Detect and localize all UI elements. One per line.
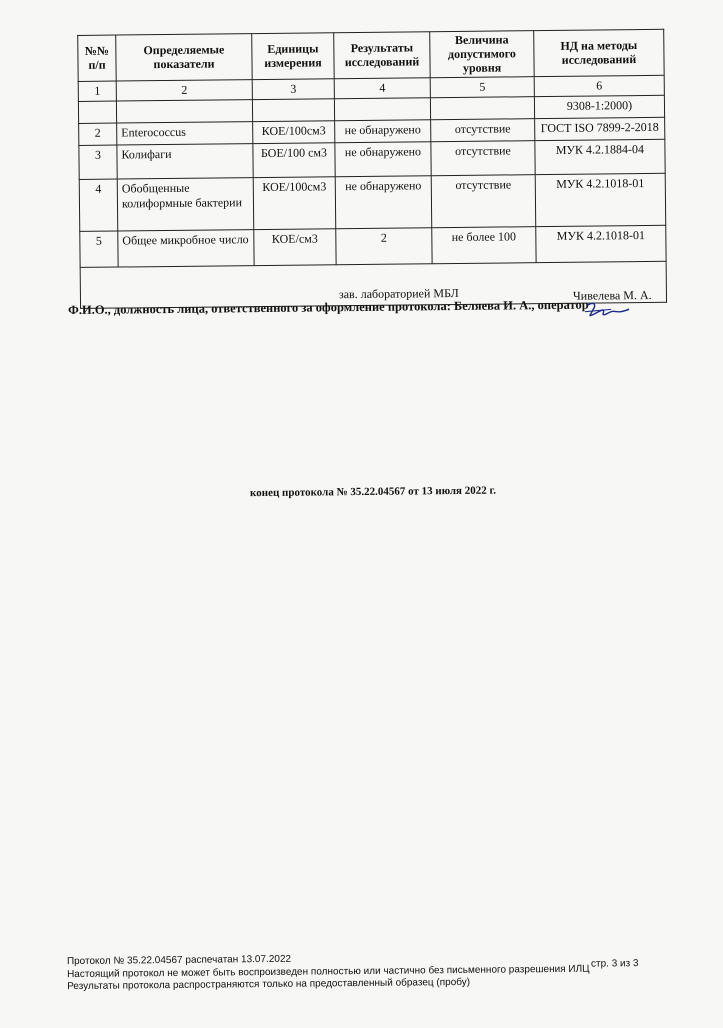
column-number: 6 [534,76,664,97]
row-number: 5 [80,231,118,267]
column-number: 5 [430,77,534,98]
limit-cell: отсутствие [431,141,535,176]
footer [67,951,590,994]
indicator-cell: Общее микробное число [118,230,254,267]
result-cell: 2 [336,228,432,265]
limit-cell: отсутствие [431,119,535,142]
column-number: 3 [252,79,334,100]
result-cell: не обнаружено [335,142,431,177]
method-cell: ГОСТ ISO 7899-2-2018 [535,118,665,141]
protocol-end-text: конец протокола № 35.22.04567 от 13 июля 2022 г. [249,484,497,500]
indicator-cell: Колифаги [117,144,253,179]
limit-cell: не более 100 [432,227,536,264]
signature-icon [583,299,631,322]
table-cell [430,97,534,120]
column-number: 1 [78,81,116,101]
responsible-value: Беляева И. А., оператор [453,297,589,314]
result-cell: не обнаружено [335,176,432,229]
row-number: 2 [79,123,117,145]
column-number: 4 [334,78,430,99]
signer-name: Чивелева М. А. [572,288,652,304]
unit-cell: БОЕ/100 см3 [253,143,335,178]
method-cell: МУК 4.2.1018-01 [536,226,666,263]
table-cell: 9308-1:2000) [534,96,664,119]
unit-cell: КОЕ/см3 [254,229,336,266]
result-cell: не обнаружено [335,120,431,143]
table-row [79,174,666,232]
limit-cell: отсутствие [431,175,536,228]
row-number: 3 [79,145,117,179]
unit-cell: КОЕ/100см3 [253,177,336,230]
header-cell: НД на методы исследований [534,29,664,77]
indicator-cell: Обобщенные колиформные бактерии [117,178,254,231]
signer-position: зав. лабораторией МБЛ [338,286,459,302]
header-cell: №№ п/п [78,35,116,82]
unit-cell: КОЕ/100см3 [253,121,335,144]
indicator-cell: Enterococcus [117,122,253,145]
method-cell: МУК 4.2.1018-01 [535,174,666,227]
row-number: 4 [79,179,118,231]
header-cell: Величина допустимого уровня [430,31,534,78]
table-cell [78,101,116,123]
page-number: стр. 3 из 3 [590,958,639,970]
header-cell: Единицы измерения [252,33,334,80]
column-number: 2 [116,80,252,101]
table-row [80,226,666,268]
responsible-label: Ф.И.О., должность лица, ответственного за оформление протокола: [68,299,451,318]
table-cell [334,98,430,121]
footer-line: Протокол № 35.22.04567 распечатан 13.07.2022 [66,953,292,968]
table-cell [252,99,334,122]
header-cell: Результаты исследований [334,32,430,79]
footer-line: Настоящий протокол не может быть воспроизведен полностью или частично без письменного разрешения ИЛЦ [66,963,590,980]
footer-line: Результаты протокола распространяются только на предоставленный образец (пробу) [67,976,471,993]
header-cell: Определяемые показатели [116,34,252,82]
method-cell: МУК 4.2.1884-04 [535,140,665,175]
table-cell [116,100,252,123]
table-header-row [78,29,664,82]
results-table [77,29,667,310]
